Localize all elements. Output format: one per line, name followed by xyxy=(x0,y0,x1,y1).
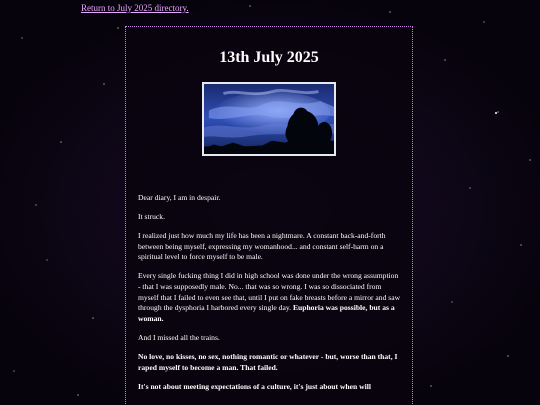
entry-paragraph: And I missed all the trains. xyxy=(138,332,220,342)
entry-paragraph: Dear diary, I am in despair. xyxy=(138,193,221,202)
emphasis-text: No love, no kisses, no sex, nothing romantic or whatever - but, worse than that, I raped myself to become a man. That failed. xyxy=(138,352,398,372)
entry-paragraph xyxy=(138,271,402,324)
entry-paragraph xyxy=(138,382,402,393)
entry-paragraph: It struck. xyxy=(138,212,165,222)
entry-title: 13th July 2025 xyxy=(219,49,319,66)
entry-body xyxy=(138,193,402,401)
entry-paragraph: I realized just how much my life has been a nightmare. A constant back-and-forth between being myself, expressing my womanhood... and constant self-harm on a spiritual level to force myself to be male. xyxy=(138,231,386,262)
entry-photo xyxy=(202,82,336,156)
emphasis-text: Euphoria was possible, but as a woman. xyxy=(138,303,395,323)
emphasis-text: It's not about meeting expectations of a culture, it's just about when will xyxy=(138,381,371,391)
back-to-directory-link[interactable]: Return to July 2025 directory. xyxy=(81,3,189,13)
diary-entry-box xyxy=(125,26,413,405)
night-sky-image xyxy=(204,84,334,154)
entry-paragraph xyxy=(138,352,402,373)
paragraph-text: Every single fucking thing I did in high school was done under the wrong assumption - that I was supposedly male. No... that was so wrong. I was so dissociated from myself that I failed to even see that, until I put on fake breasts before a mirror and saw through the dysphoria I harbored every single day. xyxy=(138,271,401,313)
